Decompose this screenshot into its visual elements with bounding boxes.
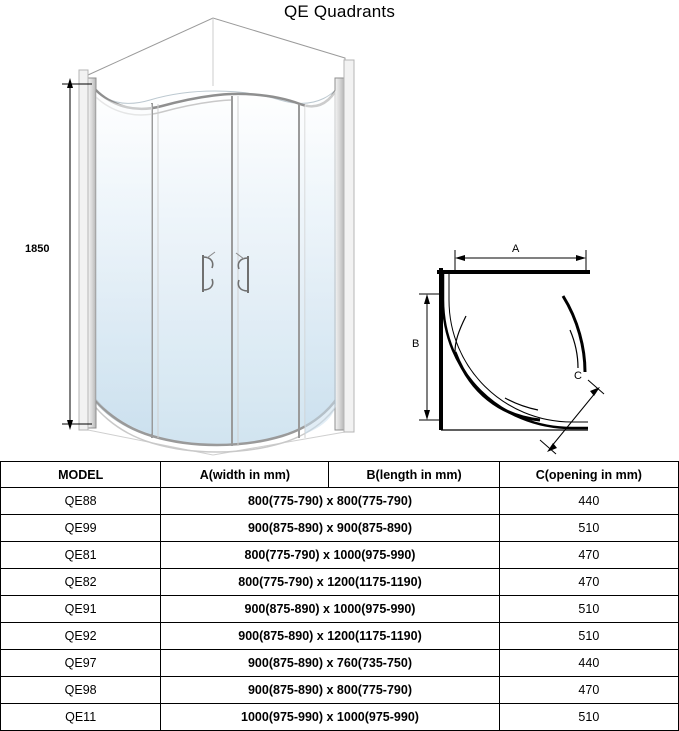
- table-row: [1, 569, 679, 596]
- cell-model: QE81: [1, 542, 161, 569]
- header-model: MODEL: [1, 462, 161, 488]
- cell-dimensions: 800(775-790) x 1000(975-990): [161, 542, 499, 569]
- table-row: [1, 704, 679, 731]
- cell-model: QE11: [1, 704, 161, 731]
- table-header-row: [1, 462, 679, 488]
- cell-model: QE92: [1, 623, 161, 650]
- table-row: [1, 515, 679, 542]
- cell-opening: 470: [499, 677, 678, 704]
- cell-dimensions: 900(875-890) x 760(735-750): [161, 650, 499, 677]
- header-length: B(length in mm): [329, 462, 499, 488]
- cell-dimensions: 800(775-790) x 1200(1175-1190): [161, 569, 499, 596]
- cell-model: QE99: [1, 515, 161, 542]
- plan-label-c: C: [574, 370, 582, 382]
- header-opening: C(opening in mm): [499, 462, 678, 488]
- header-width: A(width in mm): [161, 462, 329, 488]
- cell-opening: 440: [499, 650, 678, 677]
- page-title: QE Quadrants: [283, 2, 396, 21]
- table-row: [1, 623, 679, 650]
- cell-model: QE91: [1, 596, 161, 623]
- cell-opening: 470: [499, 569, 678, 596]
- cell-opening: 510: [499, 515, 678, 542]
- cell-dimensions: 900(875-890) x 900(875-890): [161, 515, 499, 542]
- table-row: [1, 596, 679, 623]
- cell-opening: 510: [499, 596, 678, 623]
- cell-model: QE98: [1, 677, 161, 704]
- table-row: [1, 542, 679, 569]
- plan-label-a: A: [512, 243, 520, 255]
- specification-table: [0, 461, 679, 731]
- table-body: [1, 488, 679, 731]
- height-dimension-label: 1850: [25, 243, 50, 255]
- plan-label-b: B: [412, 338, 420, 350]
- cell-opening: 470: [499, 542, 678, 569]
- table-row: [1, 650, 679, 677]
- table-row: [1, 488, 679, 515]
- cell-dimensions: 900(875-890) x 1000(975-990): [161, 596, 499, 623]
- cell-dimensions: 900(875-890) x 800(775-790): [161, 677, 499, 704]
- cell-opening: 510: [499, 704, 678, 731]
- dimension-c: [540, 380, 604, 454]
- cell-model: QE88: [1, 488, 161, 515]
- cell-dimensions: 1000(975-990) x 1000(975-990): [161, 704, 499, 731]
- cell-dimensions: 900(875-890) x 1200(1175-1190): [161, 623, 499, 650]
- cell-dimensions: 800(775-790) x 800(775-790): [161, 488, 499, 515]
- table-row: [1, 677, 679, 704]
- enclosure-plan-view: [419, 250, 604, 454]
- cell-model: QE97: [1, 650, 161, 677]
- cell-opening: 510: [499, 623, 678, 650]
- cell-model: QE82: [1, 569, 161, 596]
- cell-opening: 440: [499, 488, 678, 515]
- enclosure-3d-view: [62, 18, 354, 455]
